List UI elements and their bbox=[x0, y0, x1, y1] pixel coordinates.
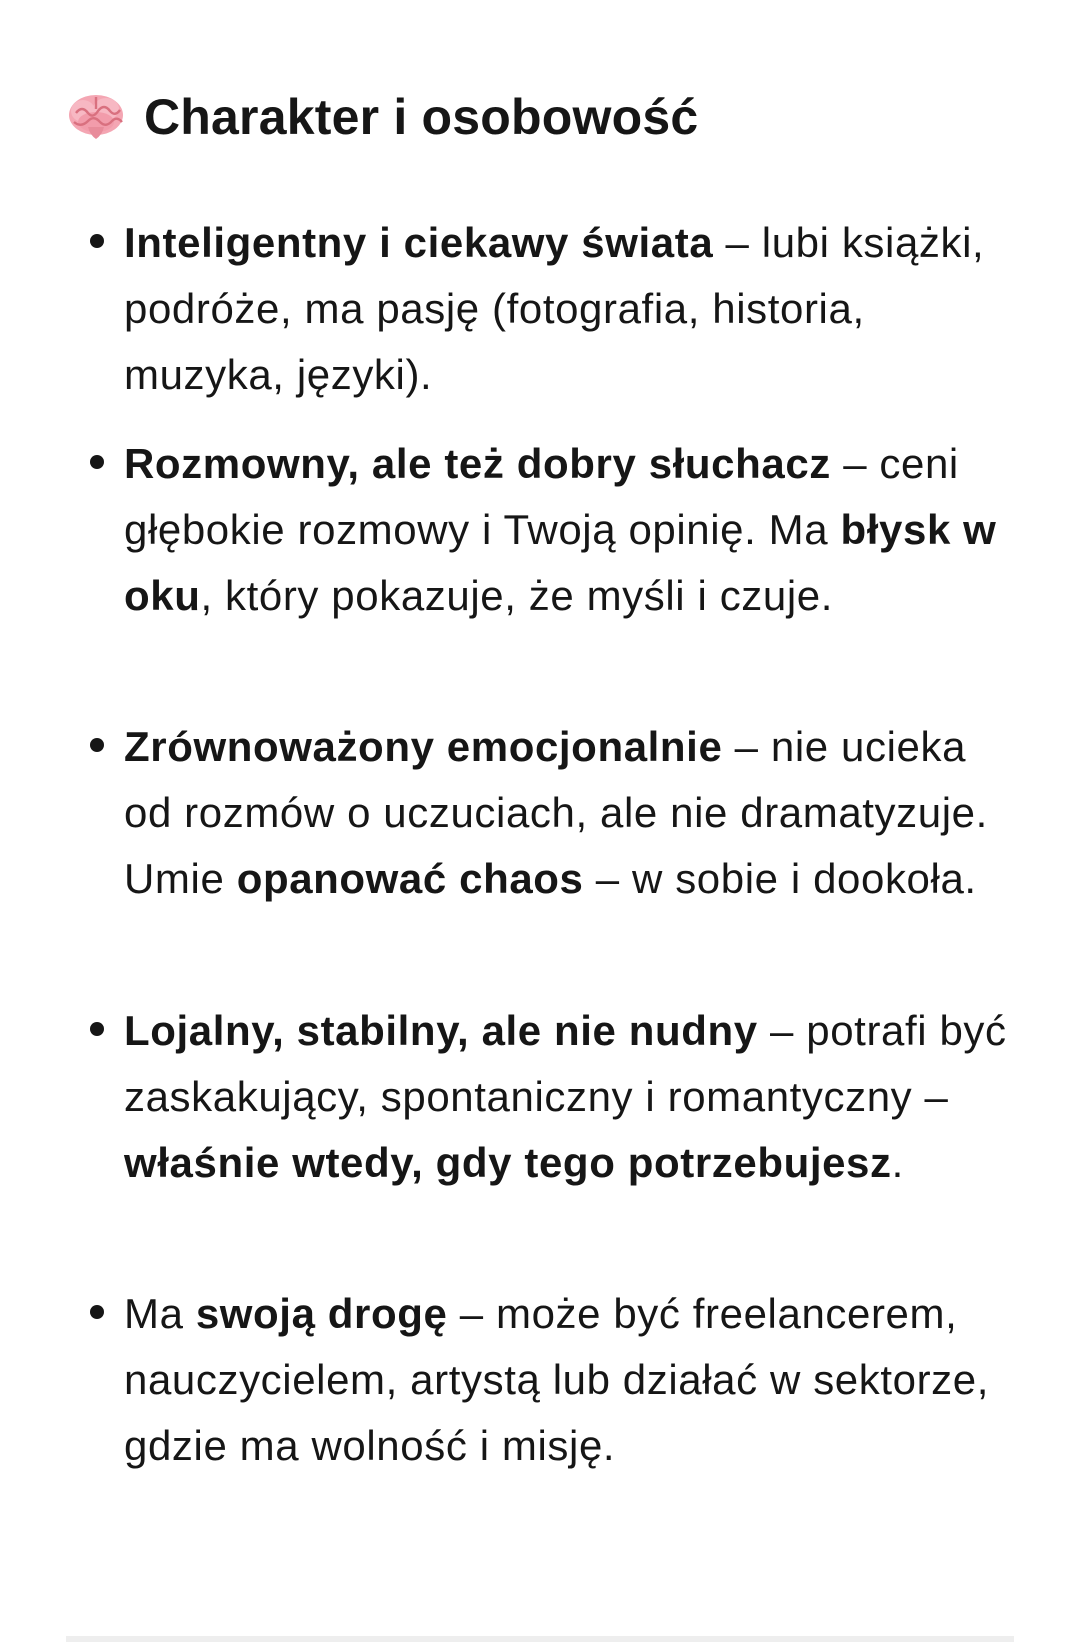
bullet-icon bbox=[90, 738, 104, 752]
section-title: Charakter i osobowość bbox=[144, 89, 699, 145]
item-bold-emphasis: opanować chaos bbox=[236, 855, 584, 902]
list-item bbox=[124, 998, 1024, 1196]
item-bold-emphasis: błysk w oku bbox=[124, 506, 997, 619]
divider bbox=[66, 1636, 1014, 1642]
item-text: , który pokazuje, że myśli i czuje. bbox=[200, 572, 834, 619]
bullet-icon bbox=[90, 1022, 104, 1036]
list-item bbox=[124, 714, 1024, 912]
list-item bbox=[124, 431, 1024, 629]
item-bold-lead: Zrównoważony emocjonalnie bbox=[124, 723, 723, 770]
bullet-icon bbox=[90, 455, 104, 469]
item-text: – lubi książki, podróże, ma pasję (fotografia, historia, muzyka, języki). bbox=[124, 219, 985, 398]
item-text: Ma bbox=[124, 1290, 196, 1337]
bullet-icon bbox=[90, 1305, 104, 1319]
item-text: – potrafi być zaskakujący, spontaniczny i romantyczny – bbox=[124, 1007, 1007, 1120]
item-bold-lead: Inteligentny i ciekawy świata bbox=[124, 219, 714, 266]
brain-icon bbox=[66, 91, 126, 143]
section-heading bbox=[66, 88, 698, 146]
list-item bbox=[124, 1281, 1024, 1479]
item-text: – w sobie i dookoła. bbox=[583, 855, 977, 902]
item-bold-emphasis: właśnie wtedy, gdy tego potrzebujesz bbox=[124, 1139, 892, 1186]
bullet-icon bbox=[90, 234, 104, 248]
item-text: – ceni głębokie rozmowy i Twoją opinię. Ma bbox=[124, 440, 959, 553]
item-bold-lead: Rozmowny, ale też dobry słuchacz bbox=[124, 440, 831, 487]
item-text: . bbox=[891, 1139, 904, 1186]
item-text: – może być freelancerem, nauczycielem, artystą lub działać w sektorze, gdzie ma wolność i misję. bbox=[124, 1290, 990, 1469]
item-text: – nie ucieka od rozmów o uczuciach, ale nie dramatyzuje. Umie bbox=[124, 723, 988, 902]
list-item bbox=[124, 210, 1024, 408]
item-bold-lead: Lojalny, stabilny, ale nie nudny bbox=[124, 1007, 758, 1054]
item-bold-emphasis: swoją drogę bbox=[195, 1290, 448, 1337]
